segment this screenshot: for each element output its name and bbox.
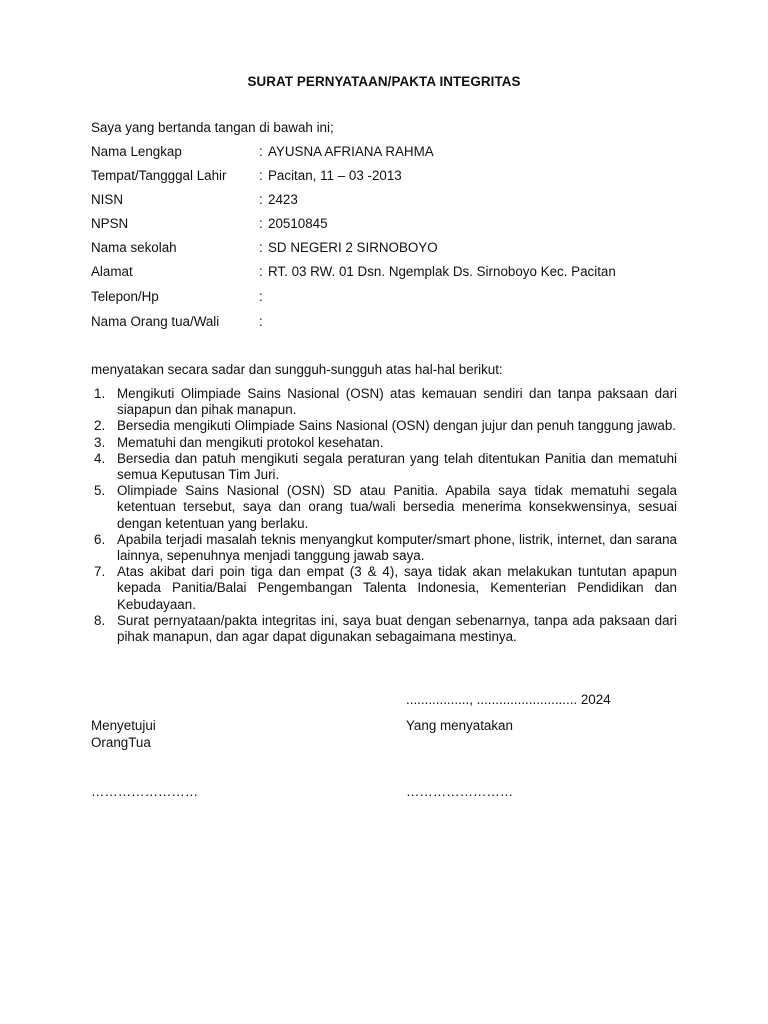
- signature-approver-label: Menyetujui: [91, 718, 156, 733]
- field-value: RT. 03 RW. 01 Dsn. Ngemplak Ds. Sirnoboyo Kec. Pacitan: [268, 264, 616, 279]
- field-colon: :: [259, 240, 263, 255]
- list-item-number: 2.: [94, 418, 106, 434]
- field-label: Nama Lengkap: [91, 144, 182, 159]
- statement-list: [91, 386, 677, 645]
- signature-line-parent: ……………………: [91, 784, 199, 799]
- field-colon: :: [259, 314, 263, 329]
- signature-block-parent: [91, 717, 156, 751]
- list-item-text: Atas akibat dari poin tiga dan empat (3 & 4), saya tidak akan melakukan tuntutan apapun kepada Panitia/Balai Pengembangan Talenta Indonesia, Kementerian Pendidikan dan Kebudayaan.: [117, 564, 677, 612]
- field-label: NPSN: [91, 216, 129, 231]
- date-line: ................., ........................... 2024: [406, 692, 611, 707]
- list-item-text: Bersedia dan patuh mengikuti segala peraturan yang telah ditentukan Panitia dan mematuhi semua Keputusan Tim Juri.: [117, 450, 677, 483]
- list-item-text: Bersedia mengikuti Olimpiade Sains Nasional (OSN) dengan jujur dan penuh tanggung jawab.: [117, 418, 677, 434]
- field-colon: :: [259, 289, 263, 304]
- field-value: 2423: [268, 192, 298, 207]
- field-colon: :: [259, 216, 263, 231]
- field-colon: :: [259, 144, 263, 159]
- signature-declarant-label: Yang menyatakan: [406, 718, 513, 733]
- signature-line-declarant: ……………………: [406, 784, 514, 799]
- list-item-number: 1.: [94, 386, 106, 401]
- signature-block-declarant: [406, 717, 513, 734]
- list-item-number: 8.: [94, 612, 106, 628]
- list-item: [91, 451, 677, 483]
- list-item-text: Surat pernyataan/pakta integritas ini, saya buat dengan sebenarnya, tanpa ada paksaan dari pihak manapun, dan agar dapat digunakan sebagaimana mestinya.: [117, 612, 677, 645]
- list-item: [91, 386, 677, 418]
- field-label: NISN: [91, 192, 123, 207]
- list-item-text: Mengikuti Olimpiade Sains Nasional (OSN) atas kemauan sendiri dan tanpa paksaan dari siapapun dan pihak manapun.: [117, 386, 677, 418]
- field-colon: :: [259, 264, 263, 279]
- signature-approver-role: OrangTua: [91, 735, 151, 750]
- list-item-text: Mematuhi dan mengikuti protokol kesehatan.: [117, 434, 384, 450]
- field-value: AYUSNA AFRIANA RAHMA: [268, 144, 434, 159]
- field-value: Pacitan, 11 – 03 -2013: [268, 168, 402, 183]
- field-value: 20510845: [268, 216, 328, 231]
- list-item-number: 4.: [94, 450, 106, 466]
- list-item: [91, 532, 677, 564]
- list-item: [91, 613, 677, 645]
- field-value: SD NEGERI 2 SIRNOBOYO: [268, 240, 438, 255]
- list-item-number: 6.: [94, 531, 106, 547]
- field-label: Nama Orang tua/Wali: [91, 314, 220, 329]
- list-item-number: 7.: [94, 564, 106, 580]
- field-label: Alamat: [91, 264, 133, 279]
- list-item: [91, 435, 677, 451]
- field-label: Nama sekolah: [91, 240, 177, 255]
- list-item-text: Apabila terjadi masalah teknis menyangkut komputer/smart phone, listrik, internet, dan sarana lainnya, sepenuhnya menjadi tanggung jawab saya.: [117, 531, 677, 564]
- field-label: Tempat/Tangggal Lahir: [91, 168, 227, 183]
- list-item: [91, 483, 677, 532]
- list-item-text: Olimpiade Sains Nasional (OSN) SD atau Panitia. Apabila saya tidak mematuhi segala ketentuan tersebut, saya dan orang tua/wali bersedia menerima konsekwensinya, sesuai dengan ketentuan yang berlaku.: [117, 483, 677, 531]
- list-item: [91, 564, 677, 613]
- field-colon: :: [259, 168, 263, 183]
- field-colon: :: [259, 192, 263, 207]
- list-item-number: 3.: [94, 434, 106, 450]
- field-label: Telepon/Hp: [91, 289, 159, 304]
- statement-lead: menyatakan secara sadar dan sungguh-sungguh atas hal-hal berikut:: [91, 362, 503, 377]
- document-title: SURAT PERNYATAAN/PAKTA INTEGRITAS: [247, 74, 521, 89]
- list-item-number: 5.: [94, 483, 106, 499]
- intro-text: Saya yang bertanda tangan di bawah ini;: [91, 120, 334, 135]
- list-item: [91, 418, 677, 434]
